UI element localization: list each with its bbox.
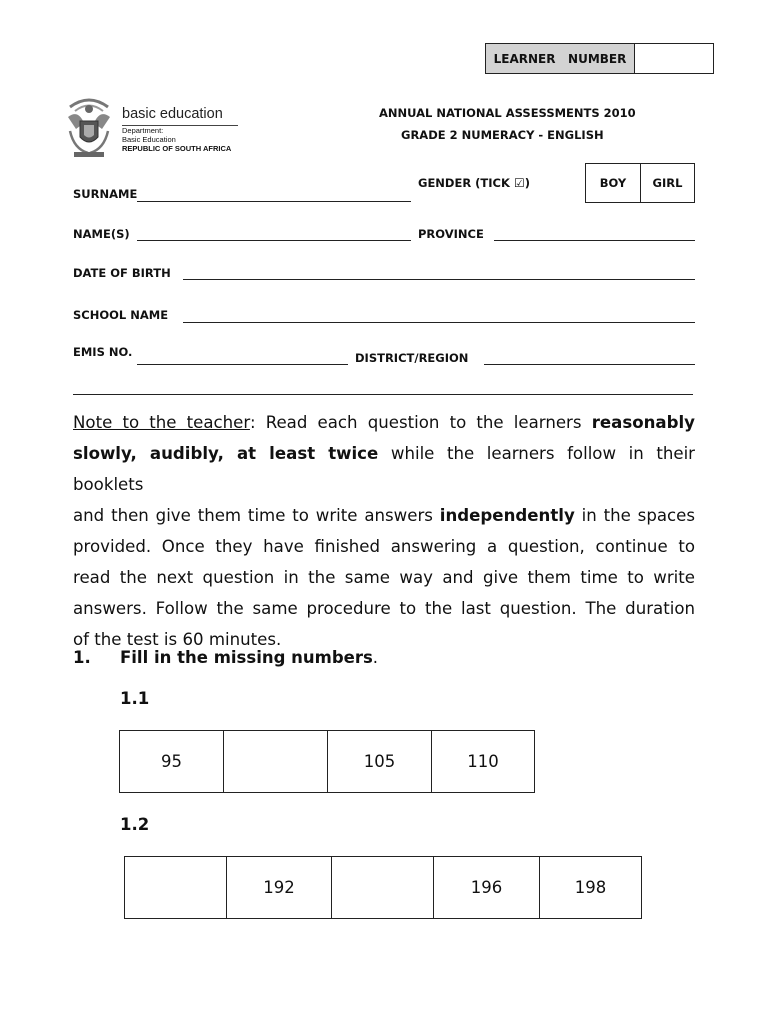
province-label: PROVINCE — [418, 227, 484, 241]
number-cell: 105 — [328, 731, 432, 793]
teacher-note: Note to the teacher: Read each question to the learners reasonably slowly, audibly, at least twice while the learners follow in their booklets and then give them time to write answers independently in the spaces provided. Once they have finished answering a question, continue to read the next question in the same way and give them time to write answers. Follow the same procedure to the last question. The duration of the test is 60 minutes. — [73, 413, 695, 649]
question-text: Fill in the missing numbers. — [120, 648, 379, 667]
question-number: 1. — [73, 648, 91, 667]
blank-answer-cell[interactable] — [125, 857, 227, 919]
boy-option[interactable]: BOY — [585, 163, 641, 203]
number-cell: 192 — [227, 857, 332, 919]
note-heading: Note to the teacher — [73, 413, 250, 432]
number-cell: 196 — [434, 857, 540, 919]
school-label: SCHOOL NAME — [73, 308, 169, 322]
logo-title: basic education — [122, 106, 223, 122]
district-label: DISTRICT/REGION — [355, 351, 469, 365]
grade-title: GRADE 2 NUMERACY - ENGLISH — [401, 128, 604, 142]
learner-number-field[interactable] — [634, 43, 714, 74]
emis-label: EMIS NO. — [73, 345, 133, 359]
school-field[interactable] — [183, 322, 695, 323]
logo — [64, 95, 244, 159]
district-field[interactable] — [484, 364, 695, 365]
coat-of-arms-icon — [64, 95, 114, 159]
dob-field[interactable] — [183, 279, 695, 280]
logo-republic: REPUBLIC OF SOUTH AFRICA — [122, 144, 232, 153]
subquestion-1-2-label: 1.2 — [120, 815, 150, 834]
gender-label: GENDER (TICK ☑) — [418, 176, 530, 190]
number-cell: 198 — [540, 857, 642, 919]
assessment-title: ANNUAL NATIONAL ASSESSMENTS 2010 — [379, 106, 636, 120]
number-row-1-1 — [119, 730, 535, 793]
logo-department: Department: — [122, 126, 164, 135]
checkbox-icon: ☑ — [513, 176, 525, 190]
girl-option[interactable]: GIRL — [640, 163, 695, 203]
blank-answer-cell[interactable] — [332, 857, 434, 919]
surname-field[interactable] — [137, 201, 411, 202]
dob-label: DATE OF BIRTH — [73, 266, 171, 280]
learner-number-label: LEARNER NUMBER — [485, 43, 635, 74]
number-row-1-2 — [124, 856, 642, 919]
number-cell: 95 — [120, 731, 224, 793]
surname-label: SURNAME — [73, 187, 138, 201]
blank-answer-cell[interactable] — [224, 731, 328, 793]
emis-field[interactable] — [137, 364, 348, 365]
section-divider — [73, 394, 693, 395]
names-field[interactable] — [137, 240, 411, 241]
logo-basic-education: Basic Education — [122, 135, 176, 144]
subquestion-1-1-label: 1.1 — [120, 689, 150, 708]
province-field[interactable] — [494, 240, 695, 241]
number-cell: 110 — [432, 731, 535, 793]
names-label: NAME(S) — [73, 227, 130, 241]
